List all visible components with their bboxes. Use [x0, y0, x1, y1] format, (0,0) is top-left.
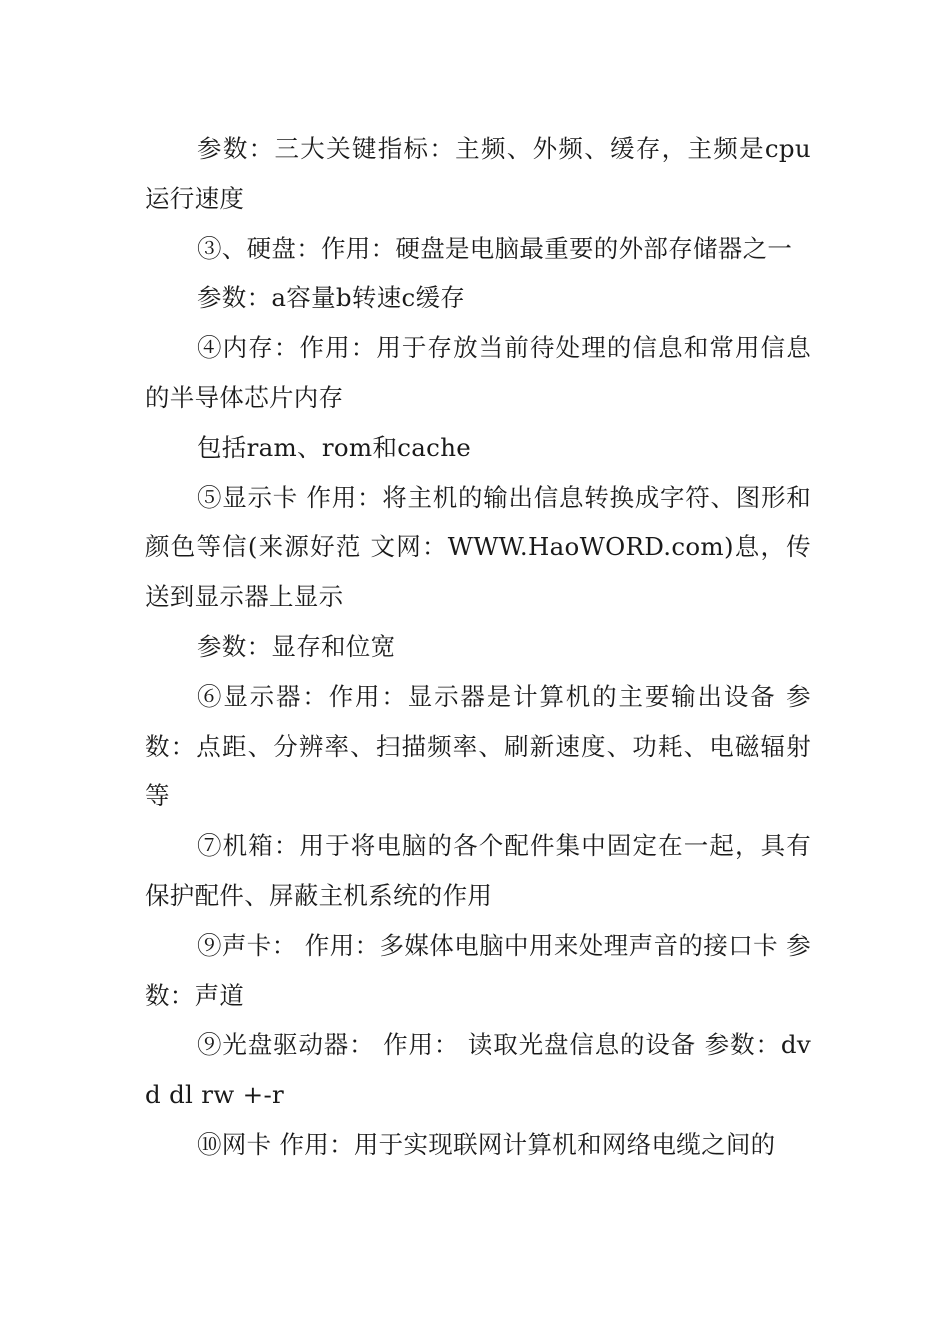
paragraph-monitor: ⑥显示器：作用：显示器是计算机的主要输出设备 参数：点距、分辨率、扫描频率、刷新速度、功耗、电磁辐射等 — [145, 681, 811, 811]
paragraph-sound-card: ⑨声卡： 作用：多媒体电脑中用来处理声音的接口卡 参数：声道 — [145, 930, 811, 1010]
document-body — [145, 124, 811, 1170]
paragraph-optical-drive: ⑨光盘驱动器： 作用： 读取光盘信息的设备 参数：dvd dl rw +-r — [145, 1030, 811, 1110]
paragraph-hard-disk-params: 参数：a容量b转速c缓存 — [197, 283, 466, 313]
paragraph-chassis: ⑦机箱：用于将电脑的各个配件集中固定在一起，具有保护配件、屏蔽主机系统的作用 — [145, 831, 811, 910]
paragraph-hard-disk: ③、硬盘：作用：硬盘是电脑最重要的外部存储器之一 — [197, 233, 793, 263]
paragraph-memory-types: 包括ram、rom和cache — [197, 432, 472, 462]
paragraph-cpu-params: 参数：三大关键指标：主频、外频、缓存，主频是cpu运行速度 — [145, 134, 811, 213]
paragraph-network-card: ⑩网卡 作用：用于实现联网计算机和网络电缆之间的 — [197, 1129, 776, 1159]
paragraph-graphics-card-params: 参数：显存和位宽 — [197, 631, 396, 661]
paragraph-graphics-card: ⑤显示卡 作用：将主机的输出信息转换成字符、图形和颜色等信(来源好范 文网：WWW.HaoWORD.com)息，传送到显示器上显示 — [145, 482, 811, 612]
paragraph-memory: ④内存：作用：用于存放当前待处理的信息和常用信息的半导体芯片内存 — [145, 333, 811, 412]
